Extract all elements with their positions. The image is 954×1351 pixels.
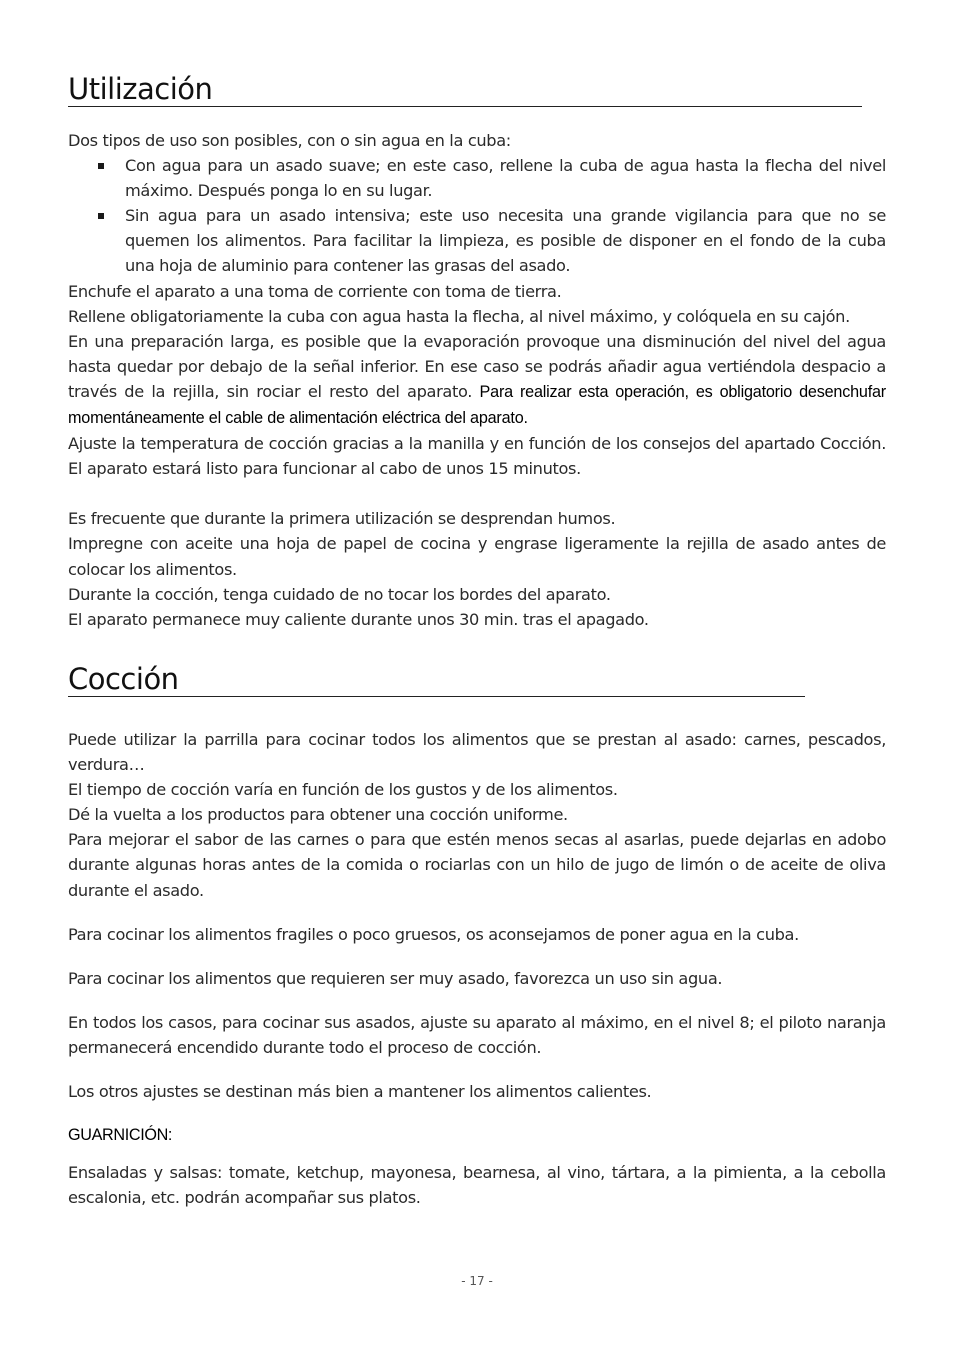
section-title-coccion: Cocción <box>68 662 805 697</box>
paragraph-warning <box>68 329 886 431</box>
paragraph: Impregne con aceite una hoja de papel de cocina y engrase ligeramente la rejilla de asado antes de colocar los alimentos. <box>68 534 886 579</box>
paragraph: Puede utilizar la parrilla para cocinar todos los alimentos que se prestan al asado: carnes, pescados, verdura… <box>68 730 886 775</box>
paragraph: El aparato permanece muy caliente durante unos 30 min. tras el apagado. <box>68 609 649 629</box>
paragraph: Rellene obligatoriamente la cuba con agua hasta la flecha, al nivel máximo, y colóquela en su cajón. <box>68 306 850 326</box>
paragraph: Enchufe el aparato a una toma de corriente con toma de tierra. <box>68 281 562 301</box>
paragraph: Es frecuente que durante la primera utilización se desprendan humos. <box>68 509 616 529</box>
paragraph: Los otros ajustes se destinan más bien a mantener los alimentos calientes. <box>68 1082 652 1102</box>
paragraph: Para cocinar los alimentos fragiles o poco gruesos, os aconsejamos de poner agua en la cuba. <box>68 924 799 944</box>
paragraph: Para mejorar el sabor de las carnes o para que estén menos secas al asarlas, puede dejarlas en adobo durante algunas horas antes de la comida o rociarlas con un hilo de jugo de limón o de aceite de oliva durante el asado. <box>68 830 886 900</box>
paragraph: Dos tipos de uso son posibles, con o sin agua en la cuba: <box>68 131 511 150</box>
paragraph: Dé la vuelta a los productos para obtener una cocción uniforme. <box>68 805 568 825</box>
paragraph: Para cocinar los alimentos que requieren ser muy asado, favorezca un uso sin agua. <box>68 968 723 988</box>
warning-text: Para realizar esta operación, es obligatorio desenchufar momentáneamente el cable de alimentación eléctrica del aparato. <box>68 382 886 428</box>
bullet-item: Con agua para un asado suave; en este caso, rellene la cuba de agua hasta la flecha del nivel máximo. Después ponga lo en su lugar. <box>68 153 886 203</box>
paragraph: En todos los casos, para cocinar sus asados, ajuste su aparato al máximo, en el nivel 8; el piloto naranja permanecerá encendido durante todo el proceso de cocción. <box>68 1012 886 1057</box>
paragraph-text: En una preparación larga, es posible que la evaporación provoque una disminución del nivel del agua hasta quedar por debajo de la señal inferior. En ese caso se podrás añadir agua vertiéndola despacio a través de la rejilla, sin rociar el resto del aparato. <box>68 331 886 401</box>
subheading-guarnicion: GUARNICIÓN: <box>68 1126 173 1145</box>
paragraph: Ensaladas y salsas: tomate, ketchup, mayonesa, bearnesa, al vino, tártara, a la pimienta, a la cebolla escalonia, etc. podrán acompañar sus platos. <box>68 1163 886 1208</box>
page-number: - 17 - <box>461 1274 493 1288</box>
paragraph: El tiempo de cocción varía en función de los gustos y de los alimentos. <box>68 780 618 800</box>
section-body-coccion <box>68 727 886 1210</box>
bullet-item: Sin agua para un asado intensiva; este uso necesita una grande vigilancia para que no se quemen los alimentos. Para facilitar la limpieza, es posible de disponer en el fondo de la cuba una hoja de aluminio para contener las grasas del asado. <box>68 203 886 278</box>
section-title-utilizacion: Utilización <box>68 72 862 107</box>
paragraph: Ajuste la temperatura de cocción gracias a la manilla y en función de los consejos del apartado Cocción. El aparato estará listo para funcionar al cabo de unos 15 minutos. <box>68 434 886 479</box>
bullet-list <box>68 153 886 278</box>
paragraph: Durante la cocción, tenga cuidado de no tocar los bordes del aparato. <box>68 584 611 604</box>
section-body-utilizacion <box>68 128 886 632</box>
